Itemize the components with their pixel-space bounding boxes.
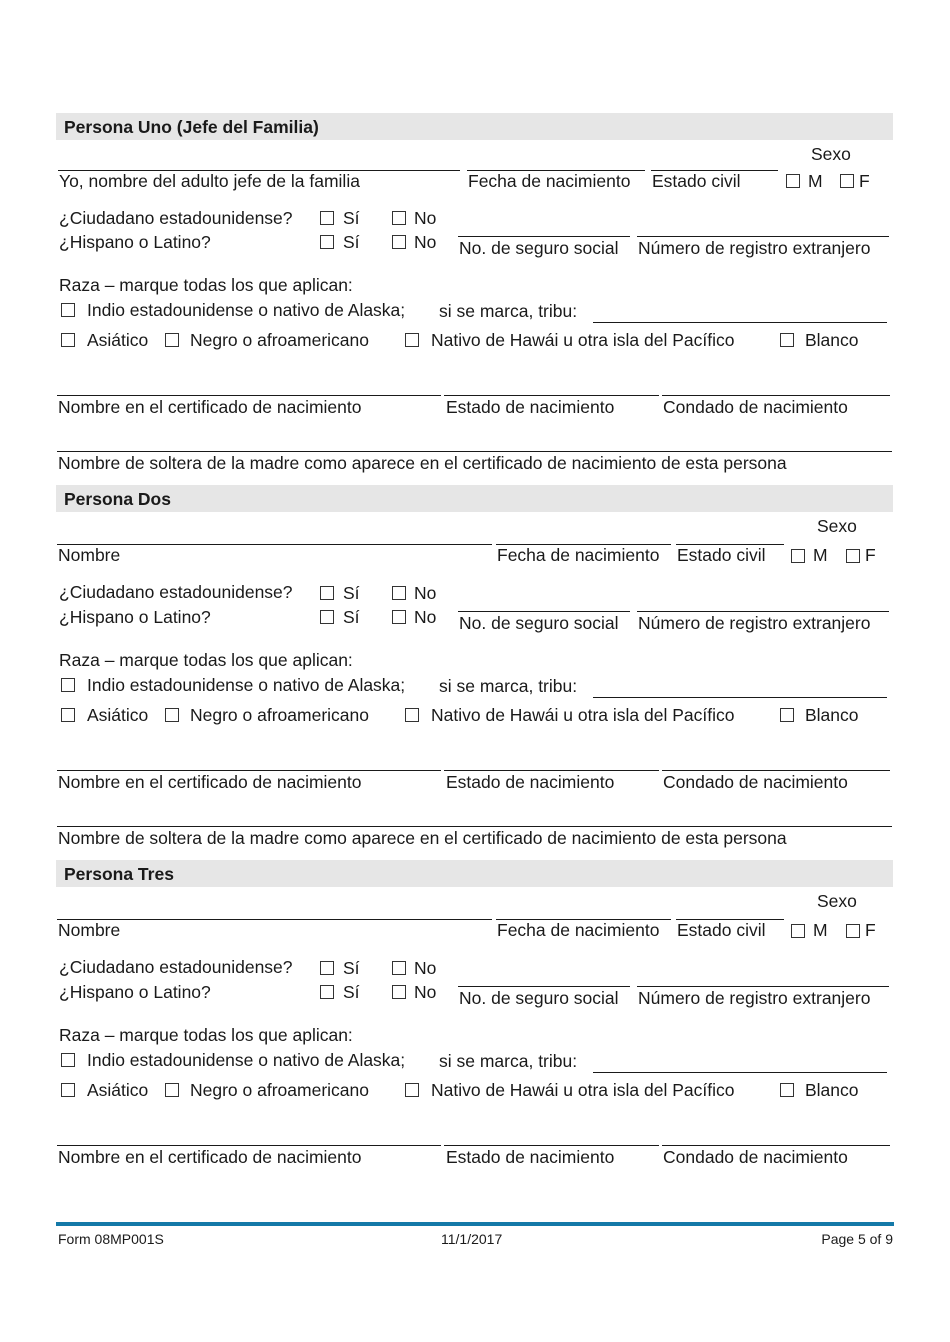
hispanic-label: ¿Hispano o Latino? xyxy=(59,232,211,252)
race-native-label: Indio estadounidense o nativo de Alaska; xyxy=(87,300,406,320)
citizen-yes-checkbox[interactable] xyxy=(320,211,334,225)
race-asian-label: Asiático xyxy=(87,330,149,350)
section-title: Persona Uno (Jefe del Familia) xyxy=(64,117,319,137)
citizen-no-label: No xyxy=(414,958,437,978)
alien-field[interactable] xyxy=(637,611,889,612)
race-black-checkbox[interactable] xyxy=(165,708,179,722)
name-field[interactable] xyxy=(57,919,492,920)
hispanic-no-checkbox[interactable] xyxy=(392,235,406,249)
hispanic-yes-checkbox[interactable] xyxy=(320,985,334,999)
birth-cert-name-field[interactable] xyxy=(57,770,441,771)
hispanic-no-checkbox[interactable] xyxy=(392,985,406,999)
birth-state-label: Estado de nacimiento xyxy=(446,1147,615,1167)
tribe-field[interactable] xyxy=(593,697,887,698)
race-asian-checkbox[interactable] xyxy=(61,1083,75,1097)
marital-label: Estado civil xyxy=(677,920,766,940)
birth-county-field[interactable] xyxy=(662,770,890,771)
section-header xyxy=(56,860,893,887)
hispanic-no-label: No xyxy=(414,982,437,1002)
ssn-label: No. de seguro social xyxy=(459,988,619,1008)
mother-maiden-label: Nombre de soltera de la madre como aparece en el certificado de nacimiento de esta persona xyxy=(58,453,787,473)
race-asian-label: Asiático xyxy=(87,705,149,725)
section-title: Persona Dos xyxy=(64,489,171,509)
race-hawaiian-checkbox[interactable] xyxy=(405,333,419,347)
race-white-checkbox[interactable] xyxy=(780,333,794,347)
race-asian-checkbox[interactable] xyxy=(61,333,75,347)
name-field[interactable] xyxy=(57,544,492,545)
page-number: Page 5 of 9 xyxy=(821,1231,893,1247)
citizen-yes-label: Sí xyxy=(343,208,360,228)
race-white-label: Blanco xyxy=(805,330,859,350)
hispanic-no-label: No xyxy=(414,607,437,627)
race-hawaiian-label: Nativo de Hawái u otra isla del Pacífico xyxy=(431,1080,735,1100)
mother-maiden-field[interactable] xyxy=(57,826,892,827)
birth-state-label: Estado de nacimiento xyxy=(446,397,615,417)
citizen-label: ¿Ciudadano estadounidense? xyxy=(59,208,293,228)
race-black-label: Negro o afroamericano xyxy=(190,330,369,350)
sex-m-checkbox[interactable] xyxy=(786,174,800,188)
ssn-field[interactable] xyxy=(458,611,630,612)
mother-maiden-label: Nombre de soltera de la madre como aparece en el certificado de nacimiento de esta persona xyxy=(58,828,787,848)
citizen-no-checkbox[interactable] xyxy=(392,961,406,975)
sex-f-checkbox[interactable] xyxy=(846,924,860,938)
birth-cert-name-label: Nombre en el certificado de nacimiento xyxy=(58,397,362,417)
race-label: Raza – marque todas los que aplican: xyxy=(59,275,353,295)
sex-f-label: F xyxy=(865,545,876,565)
hispanic-yes-checkbox[interactable] xyxy=(320,610,334,624)
footer-rule xyxy=(56,1222,894,1226)
name-label: Nombre xyxy=(58,920,121,940)
section-title: Persona Tres xyxy=(64,864,174,884)
citizen-label: ¿Ciudadano estadounidense? xyxy=(59,957,293,977)
hispanic-label: ¿Hispano o Latino? xyxy=(59,982,211,1002)
marital-label: Estado civil xyxy=(652,171,741,191)
tribe-label: si se marca, tribu: xyxy=(439,676,578,696)
sex-label: Sexo xyxy=(817,891,857,911)
birth-state-label: Estado de nacimiento xyxy=(446,772,615,792)
race-hawaiian-checkbox[interactable] xyxy=(405,1083,419,1097)
birth-county-field[interactable] xyxy=(662,395,890,396)
tribe-label: si se marca, tribu: xyxy=(439,301,578,321)
dob-label: Fecha de nacimiento xyxy=(497,920,660,940)
birth-cert-name-field[interactable] xyxy=(57,395,441,396)
race-black-label: Negro o afroamericano xyxy=(190,705,369,725)
section-header xyxy=(56,113,893,140)
sex-m-checkbox[interactable] xyxy=(791,924,805,938)
mother-maiden-field[interactable] xyxy=(57,451,892,452)
ssn-field[interactable] xyxy=(458,986,630,987)
race-asian-label: Asiático xyxy=(87,1080,149,1100)
race-white-checkbox[interactable] xyxy=(780,708,794,722)
ssn-label: No. de seguro social xyxy=(459,238,619,258)
ssn-label: No. de seguro social xyxy=(459,613,619,633)
dob-label: Fecha de nacimiento xyxy=(468,171,631,191)
tribe-field[interactable] xyxy=(593,1072,887,1073)
sex-f-label: F xyxy=(865,920,876,940)
birth-cert-name-label: Nombre en el certificado de nacimiento xyxy=(58,772,362,792)
citizen-no-label: No xyxy=(414,583,437,603)
sex-label: Sexo xyxy=(817,516,857,536)
race-native-checkbox[interactable] xyxy=(61,303,75,317)
hispanic-no-checkbox[interactable] xyxy=(392,610,406,624)
citizen-no-checkbox[interactable] xyxy=(392,586,406,600)
citizen-yes-checkbox[interactable] xyxy=(320,586,334,600)
sex-m-label: M xyxy=(813,920,828,940)
race-hawaiian-checkbox[interactable] xyxy=(405,708,419,722)
race-white-label: Blanco xyxy=(805,705,859,725)
birth-state-field[interactable] xyxy=(444,1145,659,1146)
race-black-checkbox[interactable] xyxy=(165,1083,179,1097)
name-label: Yo, nombre del adulto jefe de la familia xyxy=(59,171,360,191)
race-native-checkbox[interactable] xyxy=(61,1053,75,1067)
race-native-label: Indio estadounidense o nativo de Alaska; xyxy=(87,675,406,695)
citizen-yes-checkbox[interactable] xyxy=(320,961,334,975)
citizen-label: ¿Ciudadano estadounidense? xyxy=(59,582,293,602)
birth-state-field[interactable] xyxy=(444,395,659,396)
race-white-checkbox[interactable] xyxy=(780,1083,794,1097)
race-native-checkbox[interactable] xyxy=(61,678,75,692)
tribe-field[interactable] xyxy=(593,322,887,323)
marital-label: Estado civil xyxy=(677,545,766,565)
sex-f-label: F xyxy=(859,171,870,191)
sex-f-checkbox[interactable] xyxy=(840,174,854,188)
birth-cert-name-field[interactable] xyxy=(57,1145,441,1146)
alien-field[interactable] xyxy=(637,236,889,237)
citizen-no-label: No xyxy=(414,208,437,228)
race-hawaiian-label: Nativo de Hawái u otra isla del Pacífico xyxy=(431,705,735,725)
citizen-no-checkbox[interactable] xyxy=(392,211,406,225)
form-date: 11/1/2017 xyxy=(441,1231,503,1247)
hispanic-yes-checkbox[interactable] xyxy=(320,235,334,249)
birth-cert-name-label: Nombre en el certificado de nacimiento xyxy=(58,1147,362,1167)
section-header xyxy=(56,485,893,512)
hispanic-no-label: No xyxy=(414,232,437,252)
sex-m-label: M xyxy=(813,545,828,565)
alien-label: Número de registro extranjero xyxy=(638,988,871,1008)
birth-county-label: Condado de nacimiento xyxy=(663,772,848,792)
sex-m-label: M xyxy=(808,171,823,191)
race-hawaiian-label: Nativo de Hawái u otra isla del Pacífico xyxy=(431,330,735,350)
race-label: Raza – marque todas los que aplican: xyxy=(59,650,353,670)
alien-field[interactable] xyxy=(637,986,889,987)
name-label: Nombre xyxy=(58,545,121,565)
birth-state-field[interactable] xyxy=(444,770,659,771)
race-asian-checkbox[interactable] xyxy=(61,708,75,722)
race-native-label: Indio estadounidense o nativo de Alaska; xyxy=(87,1050,406,1070)
alien-label: Número de registro extranjero xyxy=(638,613,871,633)
hispanic-yes-label: Sí xyxy=(343,607,360,627)
race-black-label: Negro o afroamericano xyxy=(190,1080,369,1100)
dob-label: Fecha de nacimiento xyxy=(497,545,660,565)
race-white-label: Blanco xyxy=(805,1080,859,1100)
birth-county-label: Condado de nacimiento xyxy=(663,1147,848,1167)
citizen-yes-label: Sí xyxy=(343,583,360,603)
hispanic-yes-label: Sí xyxy=(343,232,360,252)
sex-label: Sexo xyxy=(811,144,851,164)
form-number: Form 08MP001S xyxy=(58,1231,164,1247)
hispanic-label: ¿Hispano o Latino? xyxy=(59,607,211,627)
sex-f-checkbox[interactable] xyxy=(846,549,860,563)
ssn-field[interactable] xyxy=(458,236,630,237)
birth-county-field[interactable] xyxy=(662,1145,890,1146)
race-black-checkbox[interactable] xyxy=(165,333,179,347)
alien-label: Número de registro extranjero xyxy=(638,238,871,258)
tribe-label: si se marca, tribu: xyxy=(439,1051,578,1071)
citizen-yes-label: Sí xyxy=(343,958,360,978)
sex-m-checkbox[interactable] xyxy=(791,549,805,563)
birth-county-label: Condado de nacimiento xyxy=(663,397,848,417)
race-label: Raza – marque todas los que aplican: xyxy=(59,1025,353,1045)
hispanic-yes-label: Sí xyxy=(343,982,360,1002)
